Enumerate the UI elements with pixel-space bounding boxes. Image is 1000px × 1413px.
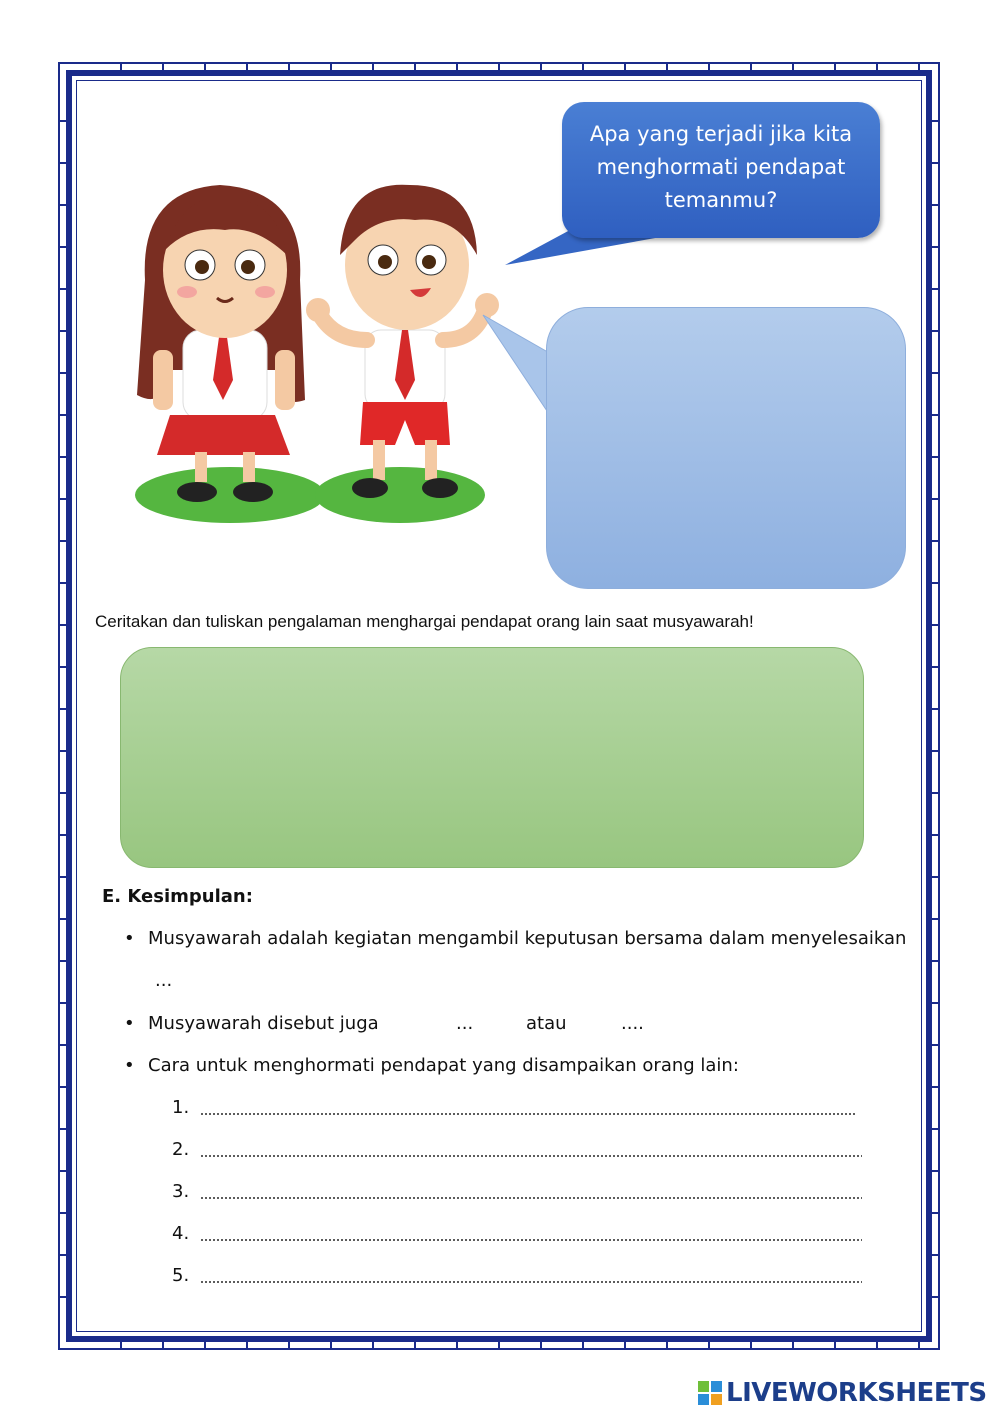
bullet-1: • [124,928,135,949]
section-title: E. Kesimpulan: [102,886,253,907]
blank-2a[interactable]: ... [456,1013,474,1034]
conclusion-item-1: Musyawarah adalah kegiatan mengambil keputusan bersama dalam menyelesaikan [148,928,907,949]
instruction-text: Ceritakan dan tuliskan pengalaman menghargai pendapat orang lain saat musyawarah! [95,612,754,631]
or-word: atau [526,1013,567,1034]
bullet-3: • [124,1055,135,1076]
border-decoration-right [932,80,938,1332]
border-decoration-bottom [80,1342,922,1348]
question-line-3: temanmu? [664,188,778,212]
question-line-1: Apa yang terjadi jika kita [589,122,853,146]
border-decoration-top [80,64,922,70]
question-line-2: menghormati pendapat [596,155,846,179]
conclusion-item-2: Musyawarah disebut juga [148,1013,379,1034]
answer-line-3[interactable] [200,1197,862,1199]
experience-answer-box[interactable] [120,647,864,868]
border-decoration-left [60,80,66,1332]
answer-input-box[interactable] [546,307,906,589]
list-number-4: 4. [172,1223,190,1244]
question-speech-bubble [562,102,880,238]
answer-line-4[interactable] [200,1239,862,1241]
answer-line-2[interactable] [200,1155,862,1157]
blank-2b[interactable]: .... [621,1013,644,1034]
list-number-2: 2. [172,1139,190,1160]
blank-1[interactable]: ... [155,970,173,991]
liveworksheets-brand [698,1376,987,1410]
list-number-1: 1. [172,1097,190,1118]
brand-name: LIVEWORKSHEETS [726,1378,987,1408]
liveworksheets-logo-icon [698,1381,722,1405]
bullet-2: • [124,1013,135,1034]
students-illustration [125,170,515,530]
list-number-5: 5. [172,1265,190,1286]
list-number-3: 3. [172,1181,190,1202]
conclusion-item-3: Cara untuk menghormati pendapat yang disampaikan orang lain: [148,1055,739,1076]
answer-line-5[interactable] [200,1281,862,1283]
answer-line-1[interactable] [200,1113,855,1115]
